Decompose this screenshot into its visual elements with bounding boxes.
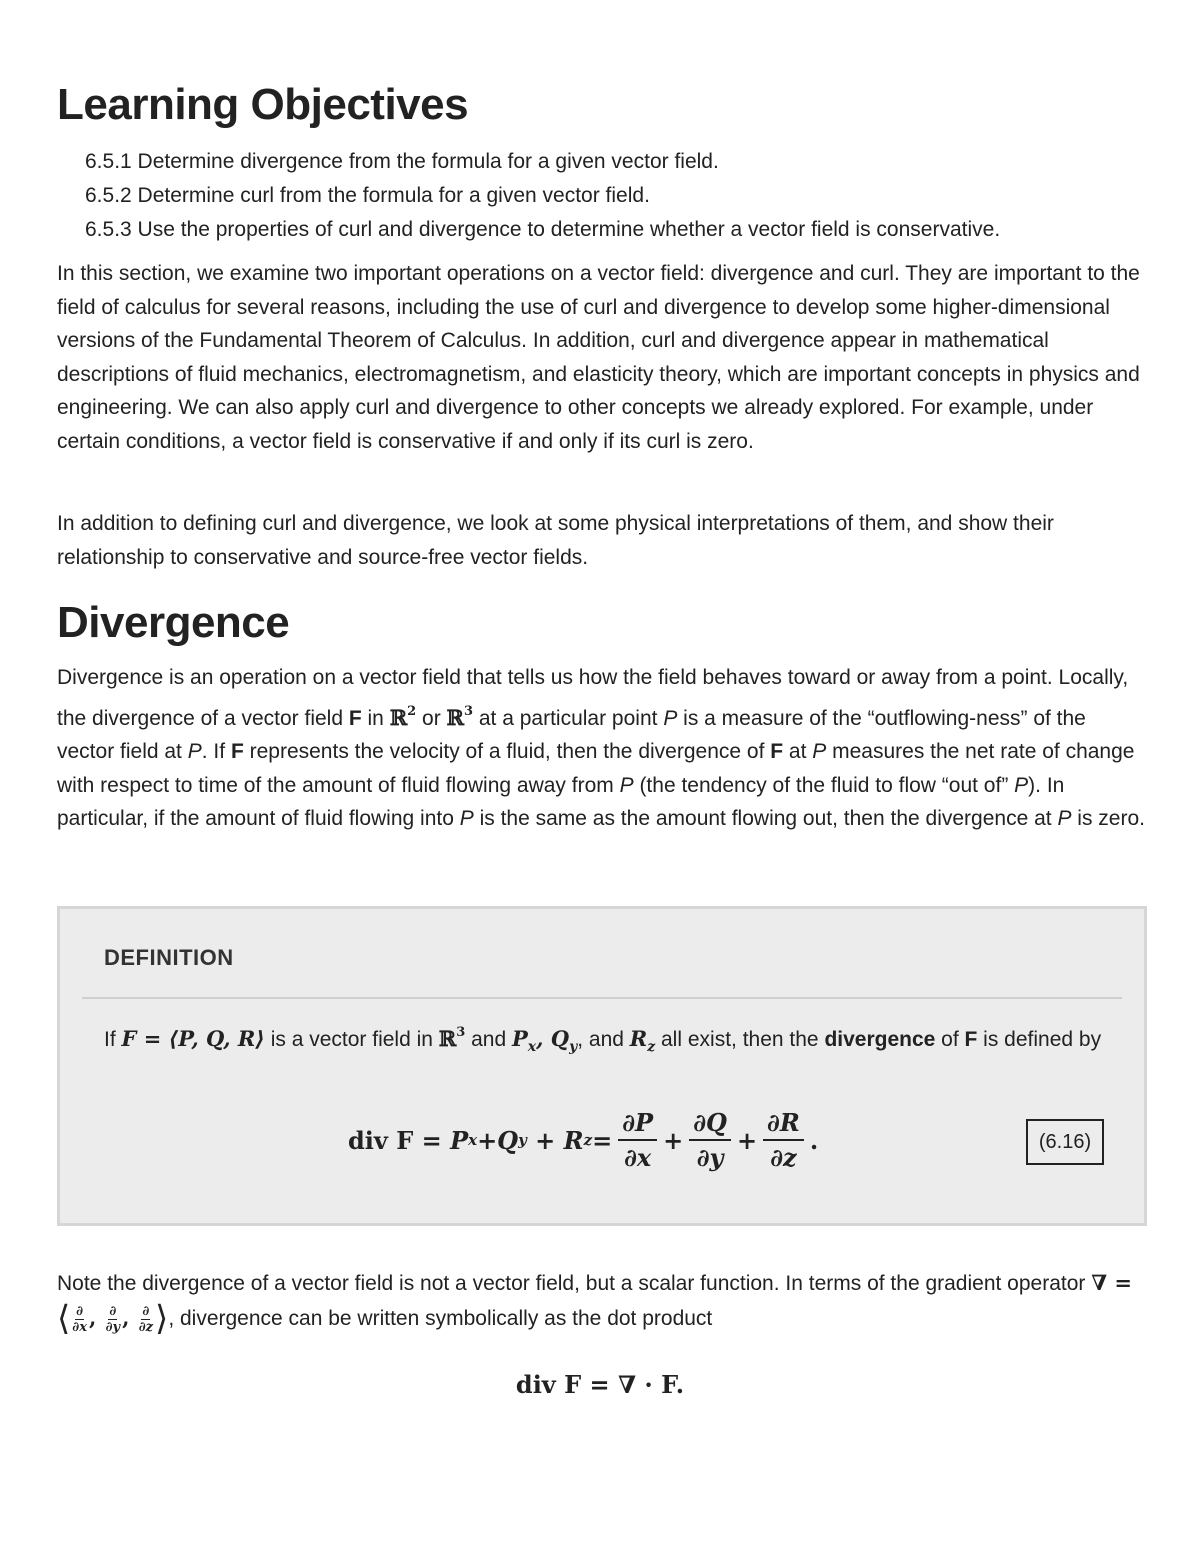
definition-title: DEFINITION (104, 945, 234, 970)
equation-number: (6.16) (1026, 1119, 1104, 1165)
divergence-heading: Divergence (57, 598, 290, 647)
definition-text: If F = ⟨P, Q, R⟩ is a vector field in ℝ$^3$ and $P_x$, $Q_y$, and $R_z$ all exist, then the divergence of F is defined by (104, 1025, 1102, 1056)
objective-item: 6.5.3 Use the properties of curl and divergence to determine whether a vector field is conservative. (85, 218, 1001, 241)
intro-paragraph-1: In this section, we examine two important operations on a vector field: divergence and curl. They are important to the field of calculus for several reasons, including the use of curl and divergence to develop some higher-dimensional versions of the Fundamental Theorem of Calculus. In addition, curl and divergence appear in mathematical descriptions of fluid mechanics, electromagnetism, and elasticity theory, which are important concepts in physics and engineering. We can also apply curl and divergence to other concepts we already explored. For example, under certain conditions, a vector field is conservative if and only if its curl is zero. (57, 262, 1140, 453)
vector-field-formula: F = ⟨P, Q, R⟩ (121, 1026, 265, 1051)
learning-objectives-heading: Learning Objectives (57, 80, 469, 129)
divergence-equation: div F = P x + Q y + R z = $\frac{\partial P}{\partial x}$ + $\frac{\partial Q}{\partial y}$ + $\frac{\partial R}{\partial z}$ . (348, 1108, 819, 1172)
partial-fraction: $\frac{\partial R}{\partial z}$ (763, 1108, 804, 1172)
partial-fraction: $\frac{\partial Q}{\partial y}$ (689, 1108, 731, 1172)
definition-divider (82, 997, 1122, 999)
note-paragraph: Note the divergence of a vector field is not a vector field, but a scalar function. In terms of the gradient operator ∇ = ⟨ $\frac{\partial}{\partial x}$ , $\frac{\partial}{\partial y}$ , $\frac{\partial}{\partial z}$ ⟩, divergence can be written symbolically as the dot product (57, 1270, 1132, 1339)
partial-fraction: $\frac{\partial P}{\partial x}$ (618, 1108, 657, 1172)
definition-box (57, 906, 1147, 1226)
objectives-list (85, 145, 1000, 247)
objective-item: 6.5.1 Determine divergence from the formula for a given vector field. (85, 150, 719, 173)
divergence-paragraph: Divergence is an operation on a vector field that tells us how the field behaves toward or away from a point. Locally, the divergence of a vector field F in ℝ$^2$ or ℝ$^3$ at a particular point P is a measure of the “outflowing-ness” of the vector field at P. If F represents the velocity of a fluid, then the divergence of F at P measures the net rate of change with respect to time of the amount of fluid flowing away from P (the tendency of the fluid to flow “out of” P). In particular, if the amount of fluid flowing into P is the same as the amount flowing out, then the divergence at P is zero. (57, 666, 1145, 831)
objective-item: 6.5.2 Determine curl from the formula for a given vector field. (85, 184, 650, 207)
intro-paragraph-2: In addition to defining curl and divergence, we look at some physical interpretations of them, and show their relationship to conservative and source-free vector fields. (57, 512, 1054, 569)
dot-product-equation: div F = ∇ · F. (515, 1370, 685, 1399)
